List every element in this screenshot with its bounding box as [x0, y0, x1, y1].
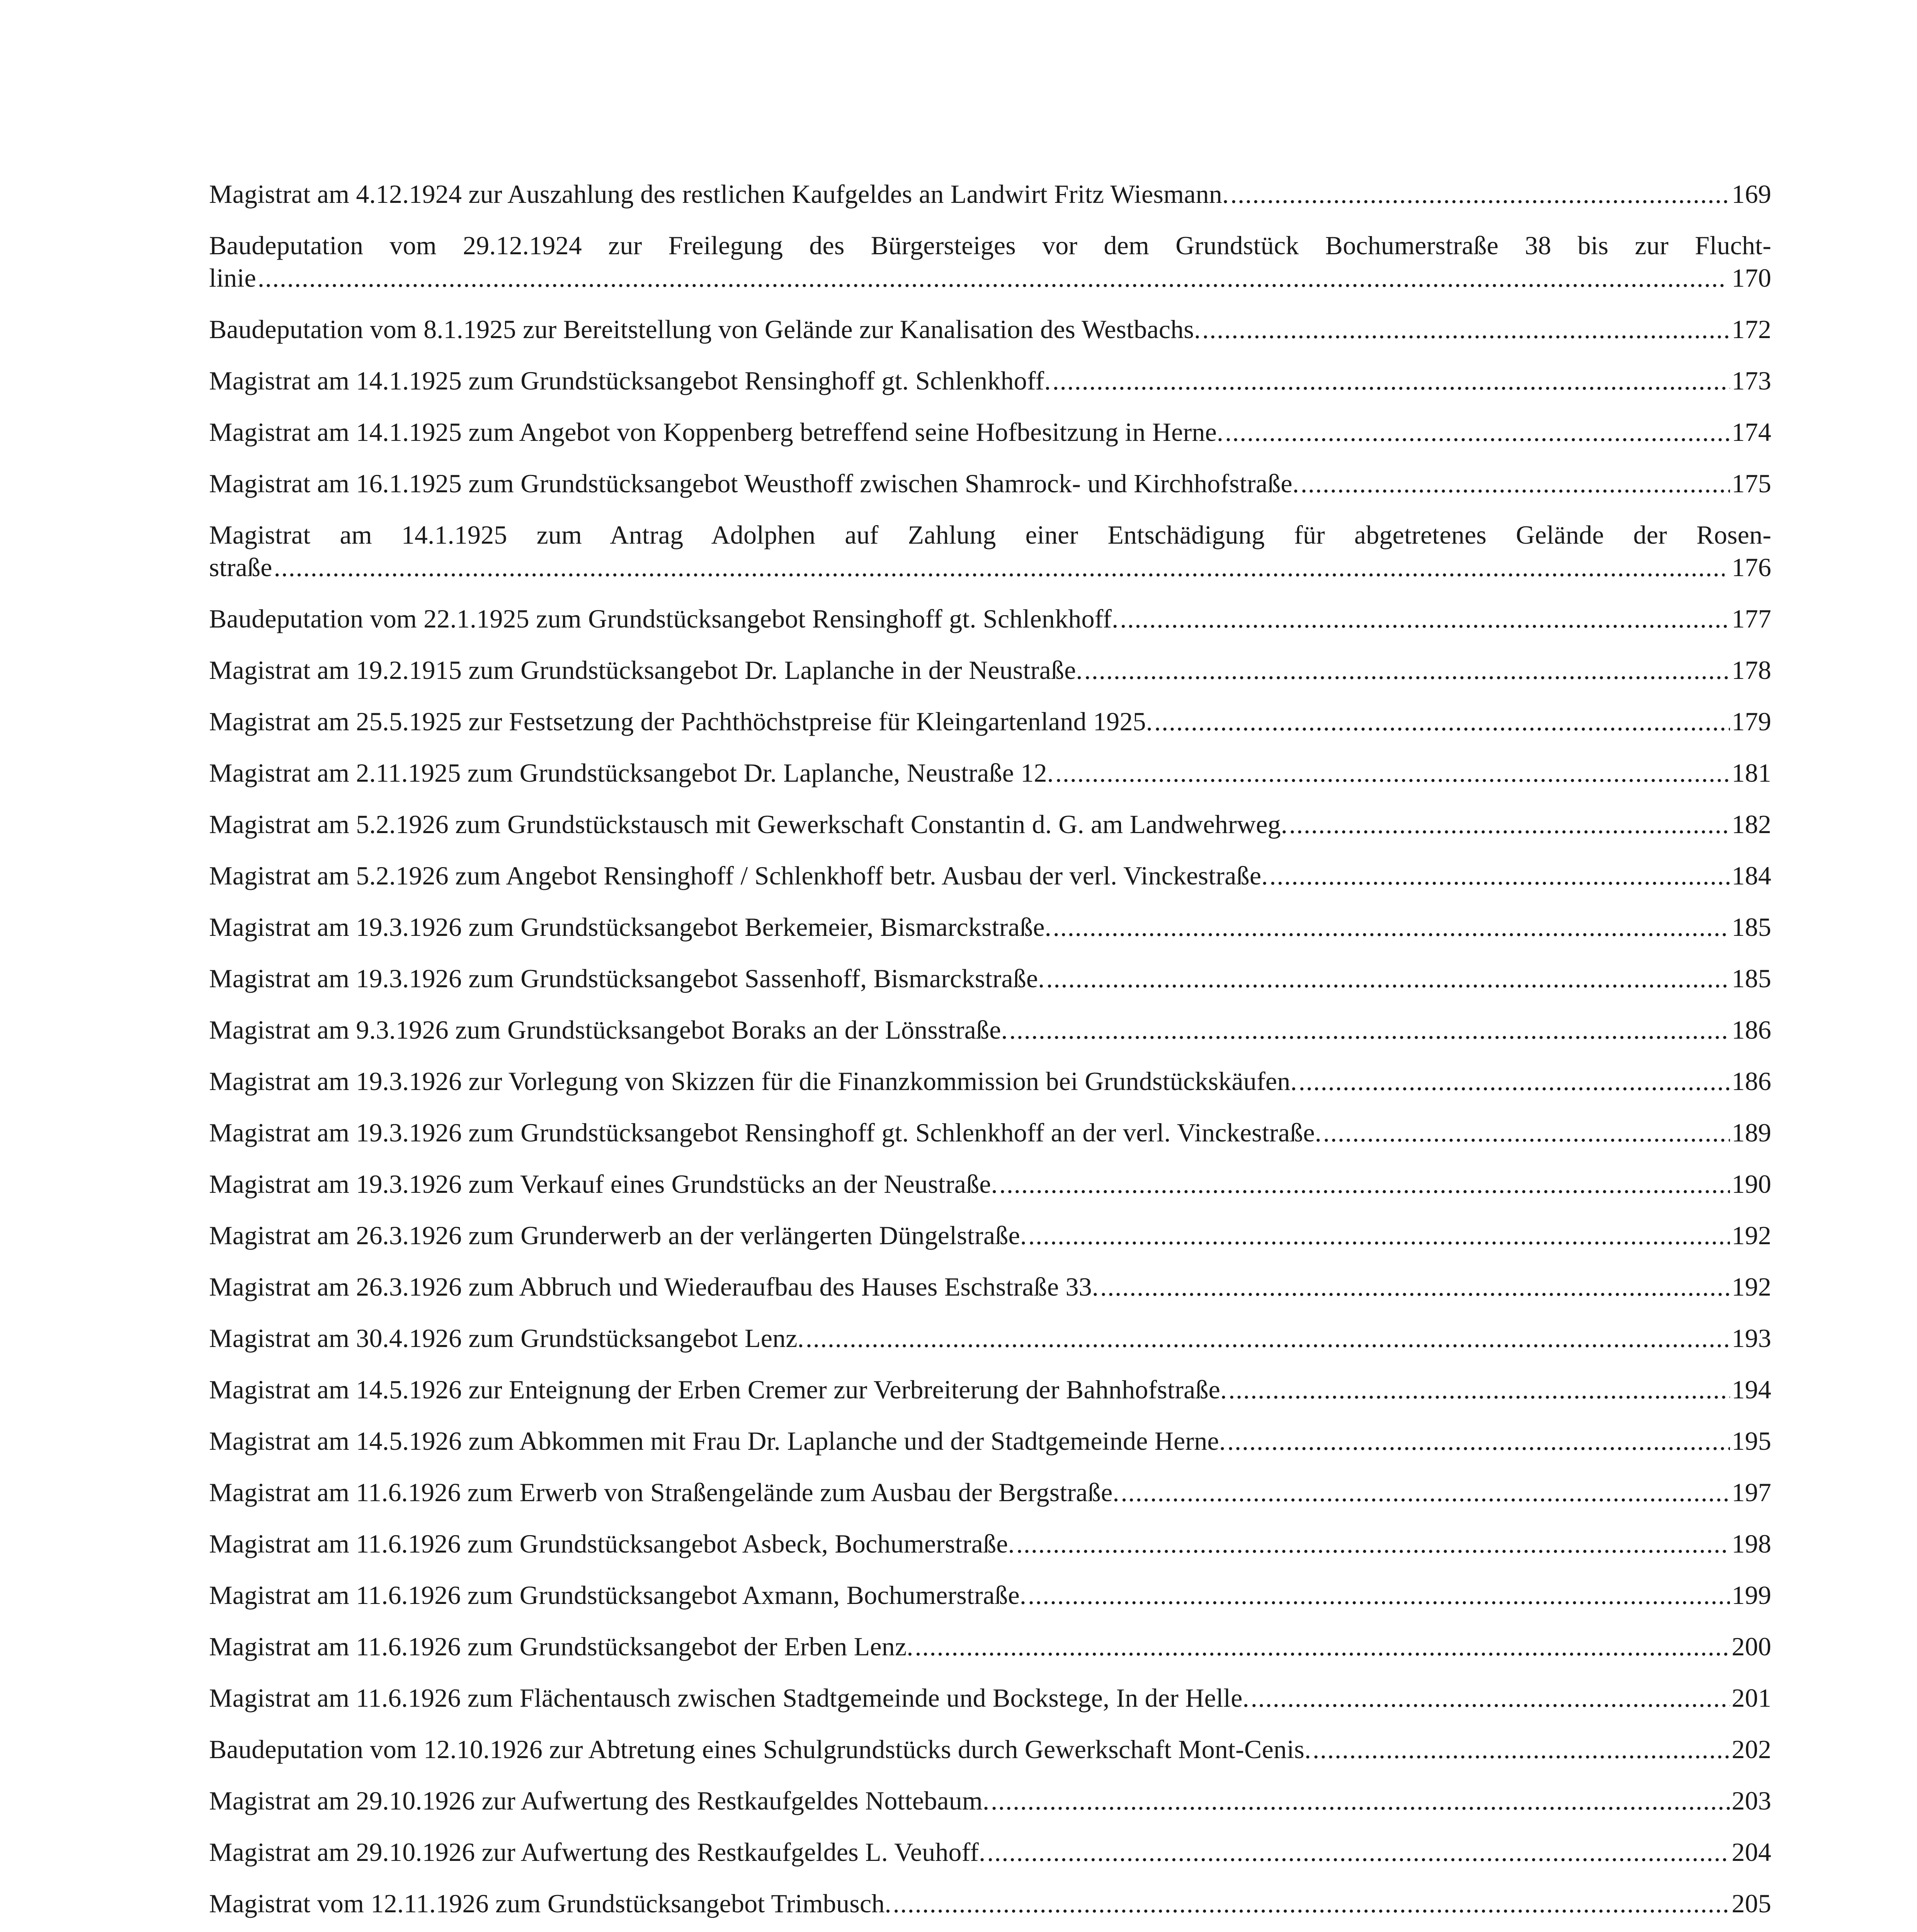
toc-entry[interactable] — [209, 1476, 1771, 1509]
toc-page-number: 202 — [1732, 1735, 1771, 1764]
toc-entry[interactable] — [209, 1733, 1771, 1765]
toc-entry-title: Magistrat am 19.2.1915 zum Grundstücksangebot Dr. Laplanche in der Neustraße. — [209, 655, 1083, 685]
toc-page-number: 172 — [1732, 315, 1771, 344]
toc-entry-title: Magistrat am 29.10.1926 zur Aufwertung des Restkaufgeldes Nottebaum. — [209, 1786, 990, 1815]
toc-entry[interactable] — [209, 602, 1771, 635]
toc-leader-dots — [1301, 467, 1730, 500]
toc-entry[interactable] — [209, 757, 1771, 789]
toc-entry[interactable] — [209, 229, 1771, 294]
toc-page-number: 195 — [1732, 1426, 1771, 1456]
toc-page-number: 204 — [1732, 1837, 1771, 1867]
toc-leader-dots — [1313, 1733, 1730, 1765]
toc-entry[interactable] — [209, 1527, 1771, 1560]
toc-leader-dots — [1120, 602, 1730, 635]
toc-leader-dots — [987, 1836, 1730, 1868]
toc-entry[interactable] — [209, 1322, 1771, 1354]
toc-leader-dots — [1053, 364, 1730, 397]
toc-entry[interactable] — [209, 1579, 1771, 1611]
toc-page-number: 173 — [1732, 366, 1771, 395]
toc-leader-dots — [1046, 962, 1730, 995]
toc-entry[interactable] — [209, 364, 1771, 397]
toc-page-number: 185 — [1732, 912, 1771, 942]
toc-entry[interactable] — [209, 1425, 1771, 1457]
toc-entry-title: Magistrat am 19.3.1926 zum Verkauf eines Grundstücks an der Neustraße. — [209, 1169, 998, 1199]
toc-page-number: 175 — [1732, 469, 1771, 498]
toc-leader-dots — [1055, 757, 1730, 789]
toc-entry[interactable] — [209, 1014, 1771, 1046]
toc-page-number: 170 — [1732, 263, 1771, 293]
toc-entry-title-continued: linie — [209, 263, 256, 293]
toc-leader-dots — [1269, 859, 1730, 892]
toc-leader-dots — [806, 1322, 1730, 1354]
toc-entry[interactable] — [209, 1168, 1771, 1200]
toc-page-number: 186 — [1732, 1015, 1771, 1044]
toc-page-number: 192 — [1732, 1272, 1771, 1301]
toc-leader-dots — [893, 1887, 1730, 1920]
toc-entry-title: Baudeputation vom 22.1.1925 zum Grundstücksangebot Rensinghoff gt. Schlenkhoff. — [209, 604, 1119, 633]
toc-entry[interactable] — [209, 1784, 1771, 1817]
toc-entry[interactable] — [209, 911, 1771, 943]
toc-entry-title: Magistrat am 14.5.1926 zur Enteignung der Erben Cremer zur Verbreiterung der Bahnhofstraße. — [209, 1375, 1227, 1404]
toc-leader-dots — [1251, 1682, 1730, 1714]
toc-entry[interactable] — [209, 1887, 1771, 1920]
toc-page-number: 179 — [1732, 707, 1771, 736]
toc-page-number: 177 — [1732, 604, 1771, 633]
toc-page-number: 194 — [1732, 1375, 1771, 1404]
toc-entry[interactable] — [209, 519, 1771, 583]
toc-page-number: 203 — [1732, 1786, 1771, 1815]
toc-entry[interactable] — [209, 1065, 1771, 1097]
toc-entry[interactable] — [209, 705, 1771, 738]
toc-entry[interactable] — [209, 1116, 1771, 1149]
toc-leader-dots — [1100, 1270, 1730, 1303]
toc-entry[interactable] — [209, 808, 1771, 840]
toc-leader-dots — [1202, 313, 1730, 345]
toc-entry-title: Magistrat am 11.6.1926 zum Grundstücksangebot der Erben Lenz. — [209, 1632, 913, 1661]
toc-leader-dots — [1299, 1065, 1730, 1097]
toc-entry-title: Magistrat am 19.3.1926 zum Grundstücksangebot Sassenhoff, Bismarckstraße. — [209, 964, 1045, 993]
toc-entry-title: Magistrat vom 12.11.1926 zum Grundstücksangebot Trimbusch. — [209, 1889, 891, 1918]
toc-entry-title: Magistrat am 19.3.1926 zum Grundstücksangebot Rensinghoff gt. Schlenkhoff an der verl. Vinckestraße. — [209, 1118, 1322, 1147]
toc-leader-dots — [1053, 911, 1730, 943]
toc-entry-title: Magistrat am 19.3.1926 zum Grundstücksangebot Berkemeier, Bismarckstraße. — [209, 912, 1051, 942]
toc-entry[interactable] — [209, 1682, 1771, 1714]
toc-page-number: 199 — [1732, 1580, 1771, 1610]
toc-entry[interactable] — [209, 178, 1771, 210]
toc-entry-title: Magistrat am 9.3.1926 zum Grundstücksangebot Boraks an der Lönsstraße. — [209, 1015, 1008, 1044]
table-of-contents — [209, 178, 1771, 1932]
toc-leader-dots — [1225, 416, 1730, 448]
toc-leader-dots — [1323, 1116, 1730, 1149]
toc-entry-title: Magistrat am 29.10.1926 zur Aufwertung des Restkaufgeldes L. Veuhoff. — [209, 1837, 986, 1867]
toc-leader-dots — [1084, 654, 1730, 686]
toc-page-number: 201 — [1732, 1683, 1771, 1713]
toc-leader-dots — [1121, 1476, 1730, 1509]
toc-leader-dots — [274, 551, 1725, 583]
toc-leader-dots — [1154, 705, 1730, 738]
toc-entry-title: Magistrat am 14.1.1925 zum Grundstücksangebot Rensinghoff gt. Schlenkhoff. — [209, 366, 1051, 395]
toc-entry-title: Magistrat am 5.2.1926 zum Grundstückstausch mit Gewerkschaft Constantin d. G. am Landwehrweg. — [209, 810, 1288, 839]
toc-page-number: 193 — [1732, 1323, 1771, 1353]
toc-page-number: 197 — [1732, 1478, 1771, 1507]
toc-entry[interactable] — [209, 467, 1771, 500]
toc-entry-title: Magistrat am 11.6.1926 zum Flächentausch zwischen Stadtgemeinde und Bockstege, In der Helle. — [209, 1683, 1249, 1713]
toc-entry-title: Baudeputation vom 29.12.1924 zur Freilegung des Bürgersteiges vor dem Grundstück Bochumerstraße 38 bis zur Flucht- — [209, 231, 1771, 260]
toc-leader-dots — [1016, 1527, 1730, 1560]
toc-leader-dots — [1028, 1219, 1730, 1252]
toc-entry-title: Magistrat am 11.6.1926 zum Grundstücksangebot Axmann, Bochumerstraße. — [209, 1580, 1027, 1610]
toc-entry-title: Magistrat am 26.3.1926 zum Abbruch und Wiederaufbau des Hauses Eschstraße 33. — [209, 1272, 1099, 1301]
toc-entry-title: Magistrat am 30.4.1926 zum Grundstücksangebot Lenz. — [209, 1323, 804, 1353]
toc-leader-dots — [1009, 1014, 1730, 1046]
toc-page-number: 190 — [1732, 1169, 1771, 1199]
toc-entry-title: Magistrat am 2.11.1925 zum Grundstücksangebot Dr. Laplanche, Neustraße 12. — [209, 758, 1054, 787]
toc-entry[interactable] — [209, 416, 1771, 448]
toc-entry-title-continued: straße — [209, 553, 272, 582]
toc-entry-title: Magistrat am 5.2.1926 zum Angebot Rensinghoff / Schlenkhoff betr. Ausbau der verl. Vinckestraße. — [209, 861, 1268, 890]
toc-leader-dots — [258, 262, 1725, 294]
toc-leader-dots — [1289, 808, 1730, 840]
toc-leader-dots — [1228, 1373, 1730, 1406]
toc-page-number: 182 — [1732, 810, 1771, 839]
toc-entry-title: Magistrat am 14.1.1925 zum Angebot von Koppenberg betreffend seine Hofbesitzung in Herne. — [209, 417, 1224, 447]
toc-leader-dots — [991, 1784, 1730, 1817]
toc-leader-dots — [1227, 1425, 1730, 1457]
toc-entry[interactable] — [209, 859, 1771, 892]
toc-entry-title: Baudeputation vom 8.1.1925 zur Bereitstellung von Gelände zur Kanalisation des Westbachs. — [209, 315, 1201, 344]
toc-page-number: 189 — [1732, 1118, 1771, 1147]
toc-page-number: 185 — [1732, 964, 1771, 993]
toc-page-number: 181 — [1732, 758, 1771, 787]
toc-page-number: 200 — [1732, 1632, 1771, 1661]
toc-page-number: 169 — [1732, 179, 1771, 209]
toc-leader-dots — [999, 1168, 1730, 1200]
toc-page-number: 184 — [1732, 861, 1771, 890]
toc-page-number: 205 — [1732, 1889, 1771, 1918]
toc-entry-title: Magistrat am 14.5.1926 zum Abkommen mit Frau Dr. Laplanche und der Stadtgemeinde Herne. — [209, 1426, 1226, 1456]
toc-leader-dots — [915, 1630, 1730, 1663]
toc-entry-title: Magistrat am 11.6.1926 zum Grundstücksangebot Asbeck, Bochumerstraße. — [209, 1529, 1015, 1558]
toc-page-number: 174 — [1732, 417, 1771, 447]
toc-page-number: 198 — [1732, 1529, 1771, 1558]
toc-entry-title: Magistrat am 14.1.1925 zum Antrag Adolphen auf Zahlung einer Entschädigung für abgetretenes Gelände der Rosen- — [209, 520, 1771, 549]
toc-entry[interactable] — [209, 1836, 1771, 1868]
toc-entry-title: Magistrat am 4.12.1924 zur Auszahlung des restlichen Kaufgeldes an Landwirt Fritz Wiesmann. — [209, 179, 1229, 209]
toc-entry[interactable] — [209, 1373, 1771, 1406]
toc-entry-title: Magistrat am 16.1.1925 zum Grundstücksangebot Weusthoff zwischen Shamrock- und Kirchhofstraße. — [209, 469, 1299, 498]
toc-page-number: 176 — [1732, 553, 1771, 582]
toc-entry[interactable] — [209, 654, 1771, 686]
toc-entry-title: Magistrat am 26.3.1926 zum Grunderwerb an der verlängerten Düngelstraße. — [209, 1221, 1027, 1250]
toc-leader-dots — [1230, 178, 1730, 210]
toc-entry-title: Baudeputation vom 12.10.1926 zur Abtretung eines Schulgrundstücks durch Gewerkschaft Mont-Cenis. — [209, 1735, 1311, 1764]
toc-entry-title: Magistrat am 11.6.1926 zum Erwerb von Straßengelände zum Ausbau der Bergstraße. — [209, 1478, 1119, 1507]
toc-entry[interactable] — [209, 962, 1771, 995]
toc-entry[interactable] — [209, 1219, 1771, 1252]
toc-entry-title: Magistrat am 25.5.1925 zur Festsetzung der Pachthöchstpreise für Kleingartenland 1925. — [209, 707, 1153, 736]
toc-entry[interactable] — [209, 1630, 1771, 1663]
toc-entry[interactable] — [209, 313, 1771, 345]
toc-entry[interactable] — [209, 1270, 1771, 1303]
toc-page-number: 186 — [1732, 1066, 1771, 1096]
toc-leader-dots — [1028, 1579, 1730, 1611]
toc-page-number: 178 — [1732, 655, 1771, 685]
toc-page-number: 192 — [1732, 1221, 1771, 1250]
toc-entry-title: Magistrat am 19.3.1926 zur Vorlegung von Skizzen für die Finanzkommission bei Grundstückskäufen. — [209, 1066, 1297, 1096]
